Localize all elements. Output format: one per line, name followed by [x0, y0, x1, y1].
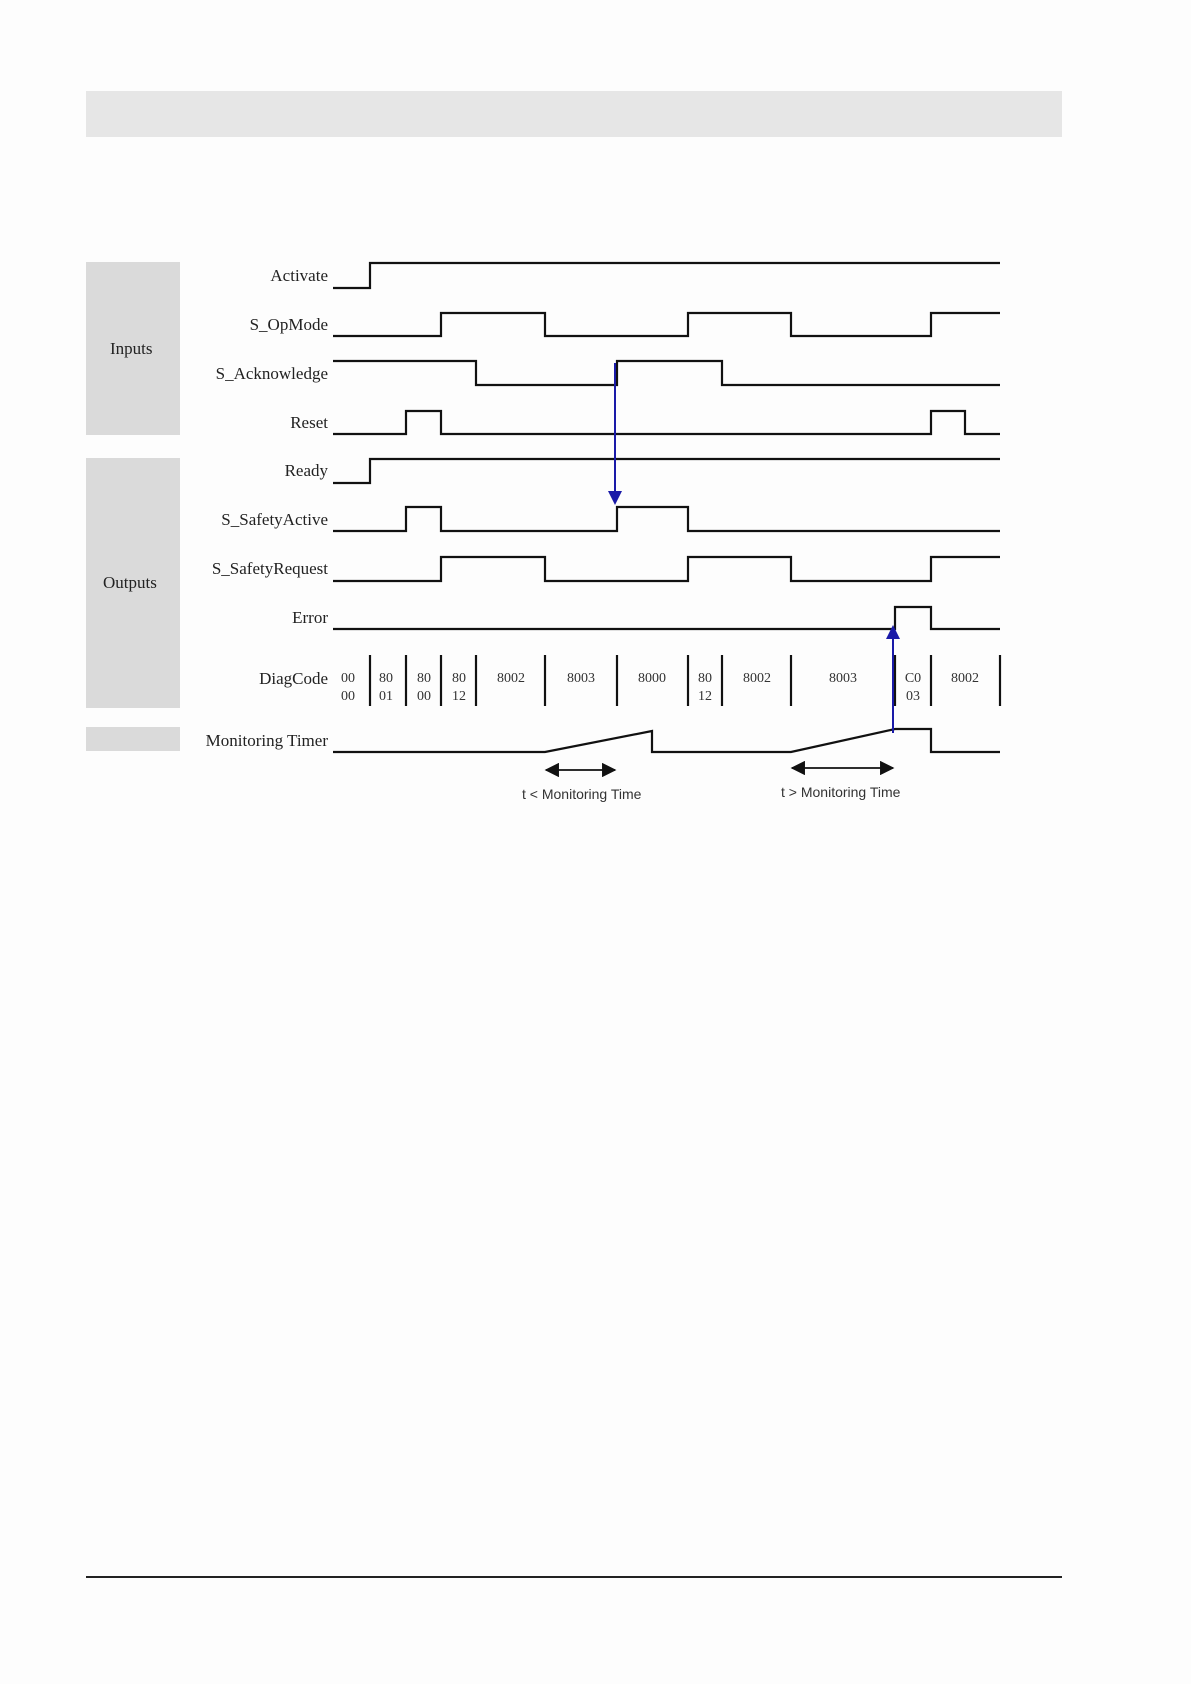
diagcode-cell-bottom: 12 — [698, 689, 712, 704]
diagcode-cell-bottom: 03 — [906, 689, 920, 704]
inputs-group-label: Inputs — [110, 339, 153, 358]
diagcode-cell: 8000 — [638, 671, 666, 686]
outputs-group-label: Outputs — [103, 573, 157, 592]
diagcode-cell-top: C0 — [904, 671, 922, 686]
reset-label: Reset — [290, 413, 328, 432]
diagcode-cell: 8003 — [829, 671, 857, 686]
monitoring-timer-trace — [333, 729, 1000, 752]
diagcode-cell-top: 00 — [341, 671, 355, 686]
reset-trace — [333, 411, 1000, 434]
ready-label: Ready — [284, 461, 328, 480]
s-acknowledge-label: S_Acknowledge — [215, 364, 328, 383]
diagcode-cell: 8002 — [743, 671, 771, 686]
s-acknowledge-trace — [333, 361, 1000, 385]
diagcode-values — [341, 671, 979, 704]
diagcode-cell-bottom: 00 — [341, 689, 355, 704]
error-trace — [333, 607, 1000, 629]
s-safetyactive-label: S_SafetyActive — [221, 510, 328, 529]
diagcode-cell-top: 80 — [452, 671, 466, 686]
activate-trace — [333, 263, 1000, 288]
diagcode-cell: 8003 — [567, 671, 595, 686]
footer-rule — [86, 1576, 1062, 1578]
diagcode-label: DiagCode — [259, 669, 328, 688]
s-safetyactive-trace — [333, 507, 1000, 531]
diagcode-cell-bottom: 12 — [452, 689, 466, 704]
t-greater-annotation: t > Monitoring Time — [781, 784, 901, 800]
diagcode-cell-bottom: 01 — [379, 689, 393, 704]
monitoring-timer-label: Monitoring Timer — [205, 731, 328, 750]
s-opmode-label: S_OpMode — [249, 315, 328, 334]
s-safetyrequest-label: S_SafetyRequest — [211, 559, 328, 578]
t-less-annotation: t < Monitoring Time — [522, 786, 642, 802]
ready-trace — [333, 459, 1000, 483]
diagcode-cell-top: 80 — [417, 671, 431, 686]
diagcode-cell-bottom: 00 — [417, 689, 431, 704]
s-safetyrequest-trace — [333, 557, 1000, 581]
diagcode-cell-top: 80 — [698, 671, 712, 686]
s-opmode-trace — [333, 313, 1000, 336]
activate-label: Activate — [270, 266, 328, 285]
diagcode-cell: 8002 — [497, 671, 525, 686]
error-label: Error — [292, 608, 328, 627]
diagcode-cell: 8002 — [951, 671, 979, 686]
diagcode-cell-top: 80 — [379, 671, 393, 686]
